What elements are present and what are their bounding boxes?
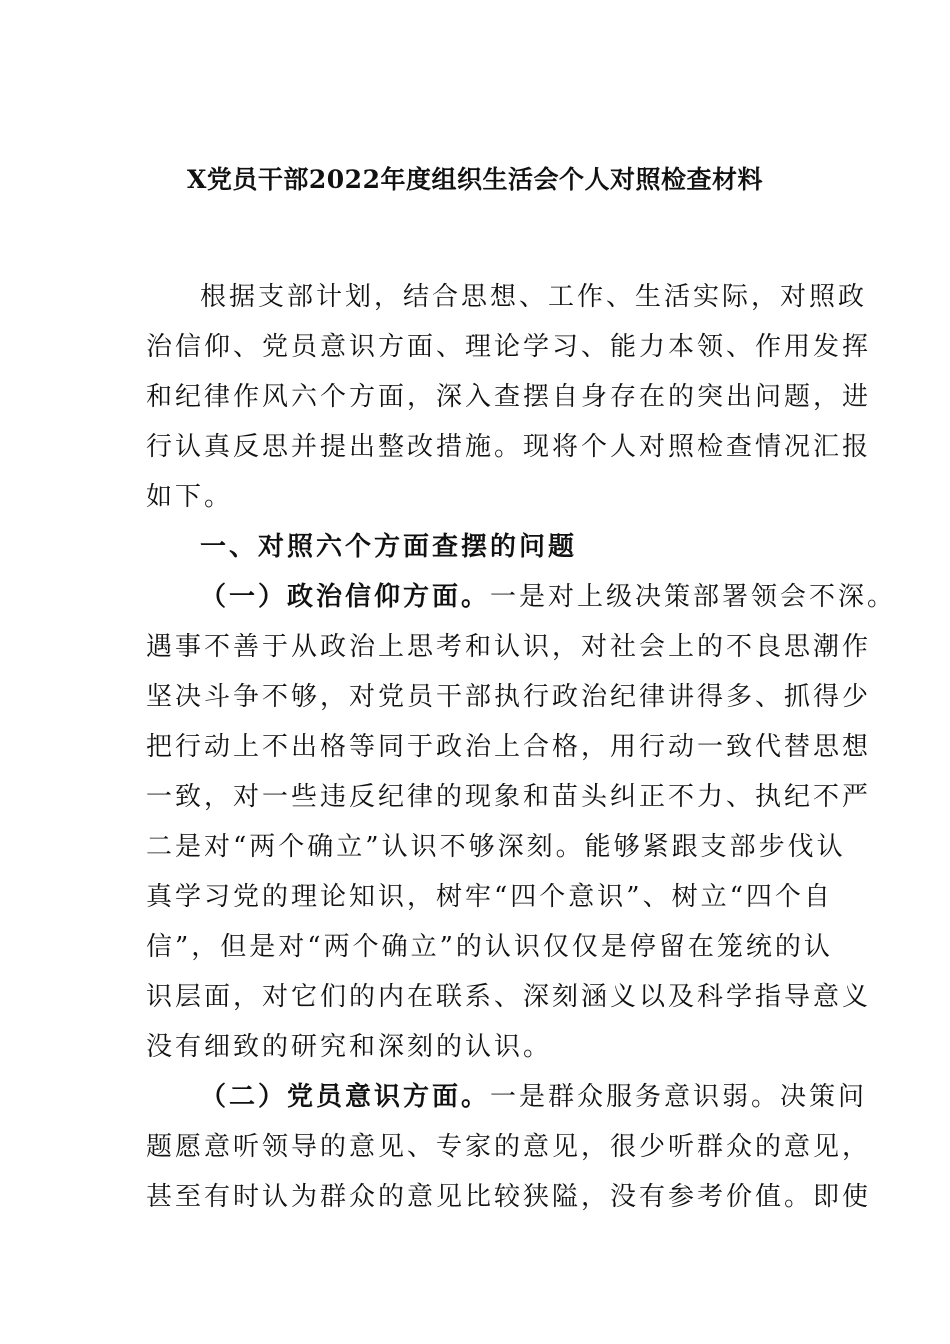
paragraph-line: 二是对“两个确立”认识不够深刻。能够紧跟支部步伐认 [146,832,846,862]
paragraph-line: 如下。 [146,482,234,512]
paragraph-text: 一是群众服务意识弱。决策问 [490,1082,868,1112]
paragraph-line: 信”，但是对“两个确立”的认识仅仅是停留在笼统的认 [146,932,833,962]
paragraph-line: 甚至有时认为群众的意见比较狭隘，没有参考价值。即使 [146,1182,872,1212]
paragraph-line: 遇事不善于从政治上思考和认识，对社会上的不良思潮作 [146,632,872,662]
paragraph-line: 和纪律作风六个方面，深入查摆自身存在的突出问题，进 [146,382,872,412]
subsection-heading: （二）党员意识方面。 [200,1082,491,1112]
paragraph-line: 行认真反思并提出整改措施。现将个人对照检查情况汇报 [146,432,872,462]
paragraph-line [200,572,896,622]
document-title: X党员干部2022年度组织生活会个人对照检查材料 [187,165,763,194]
paragraph-line: 把行动上不出格等同于政治上合格，用行动一致代替思想 [146,732,872,762]
paragraph-line: 题愿意听领导的意见、专家的意见，很少听群众的意见， [146,1132,872,1162]
paragraph-line: 坚决斗争不够，对党员干部执行政治纪律讲得多、抓得少 [146,682,872,712]
subsection-heading: （一）政治信仰方面。 [200,582,491,612]
paragraph-line: 真学习党的理论知识，树牢“四个意识”、树立“四个自 [146,882,833,912]
paragraph-line: 识层面，对它们的内在联系、深刻涵义以及科学指导意义 [146,982,872,1012]
paragraph-line: 一致，对一些违反纪律的现象和苗头纠正不力、执纪不严 [146,782,872,812]
paragraph-text: 一是对上级决策部署领会不深。 [490,582,897,612]
section-heading: 一、对照六个方面查摆的问题 [200,532,578,562]
paragraph-line [200,1072,867,1122]
paragraph-line: 根据支部计划，结合思想、工作、生活实际，对照政 [200,282,868,312]
paragraph-line: 治信仰、党员意识方面、理论学习、能力本领、作用发挥 [146,332,872,362]
paragraph-line: 没有细致的研究和深刻的认识。 [146,1032,553,1062]
